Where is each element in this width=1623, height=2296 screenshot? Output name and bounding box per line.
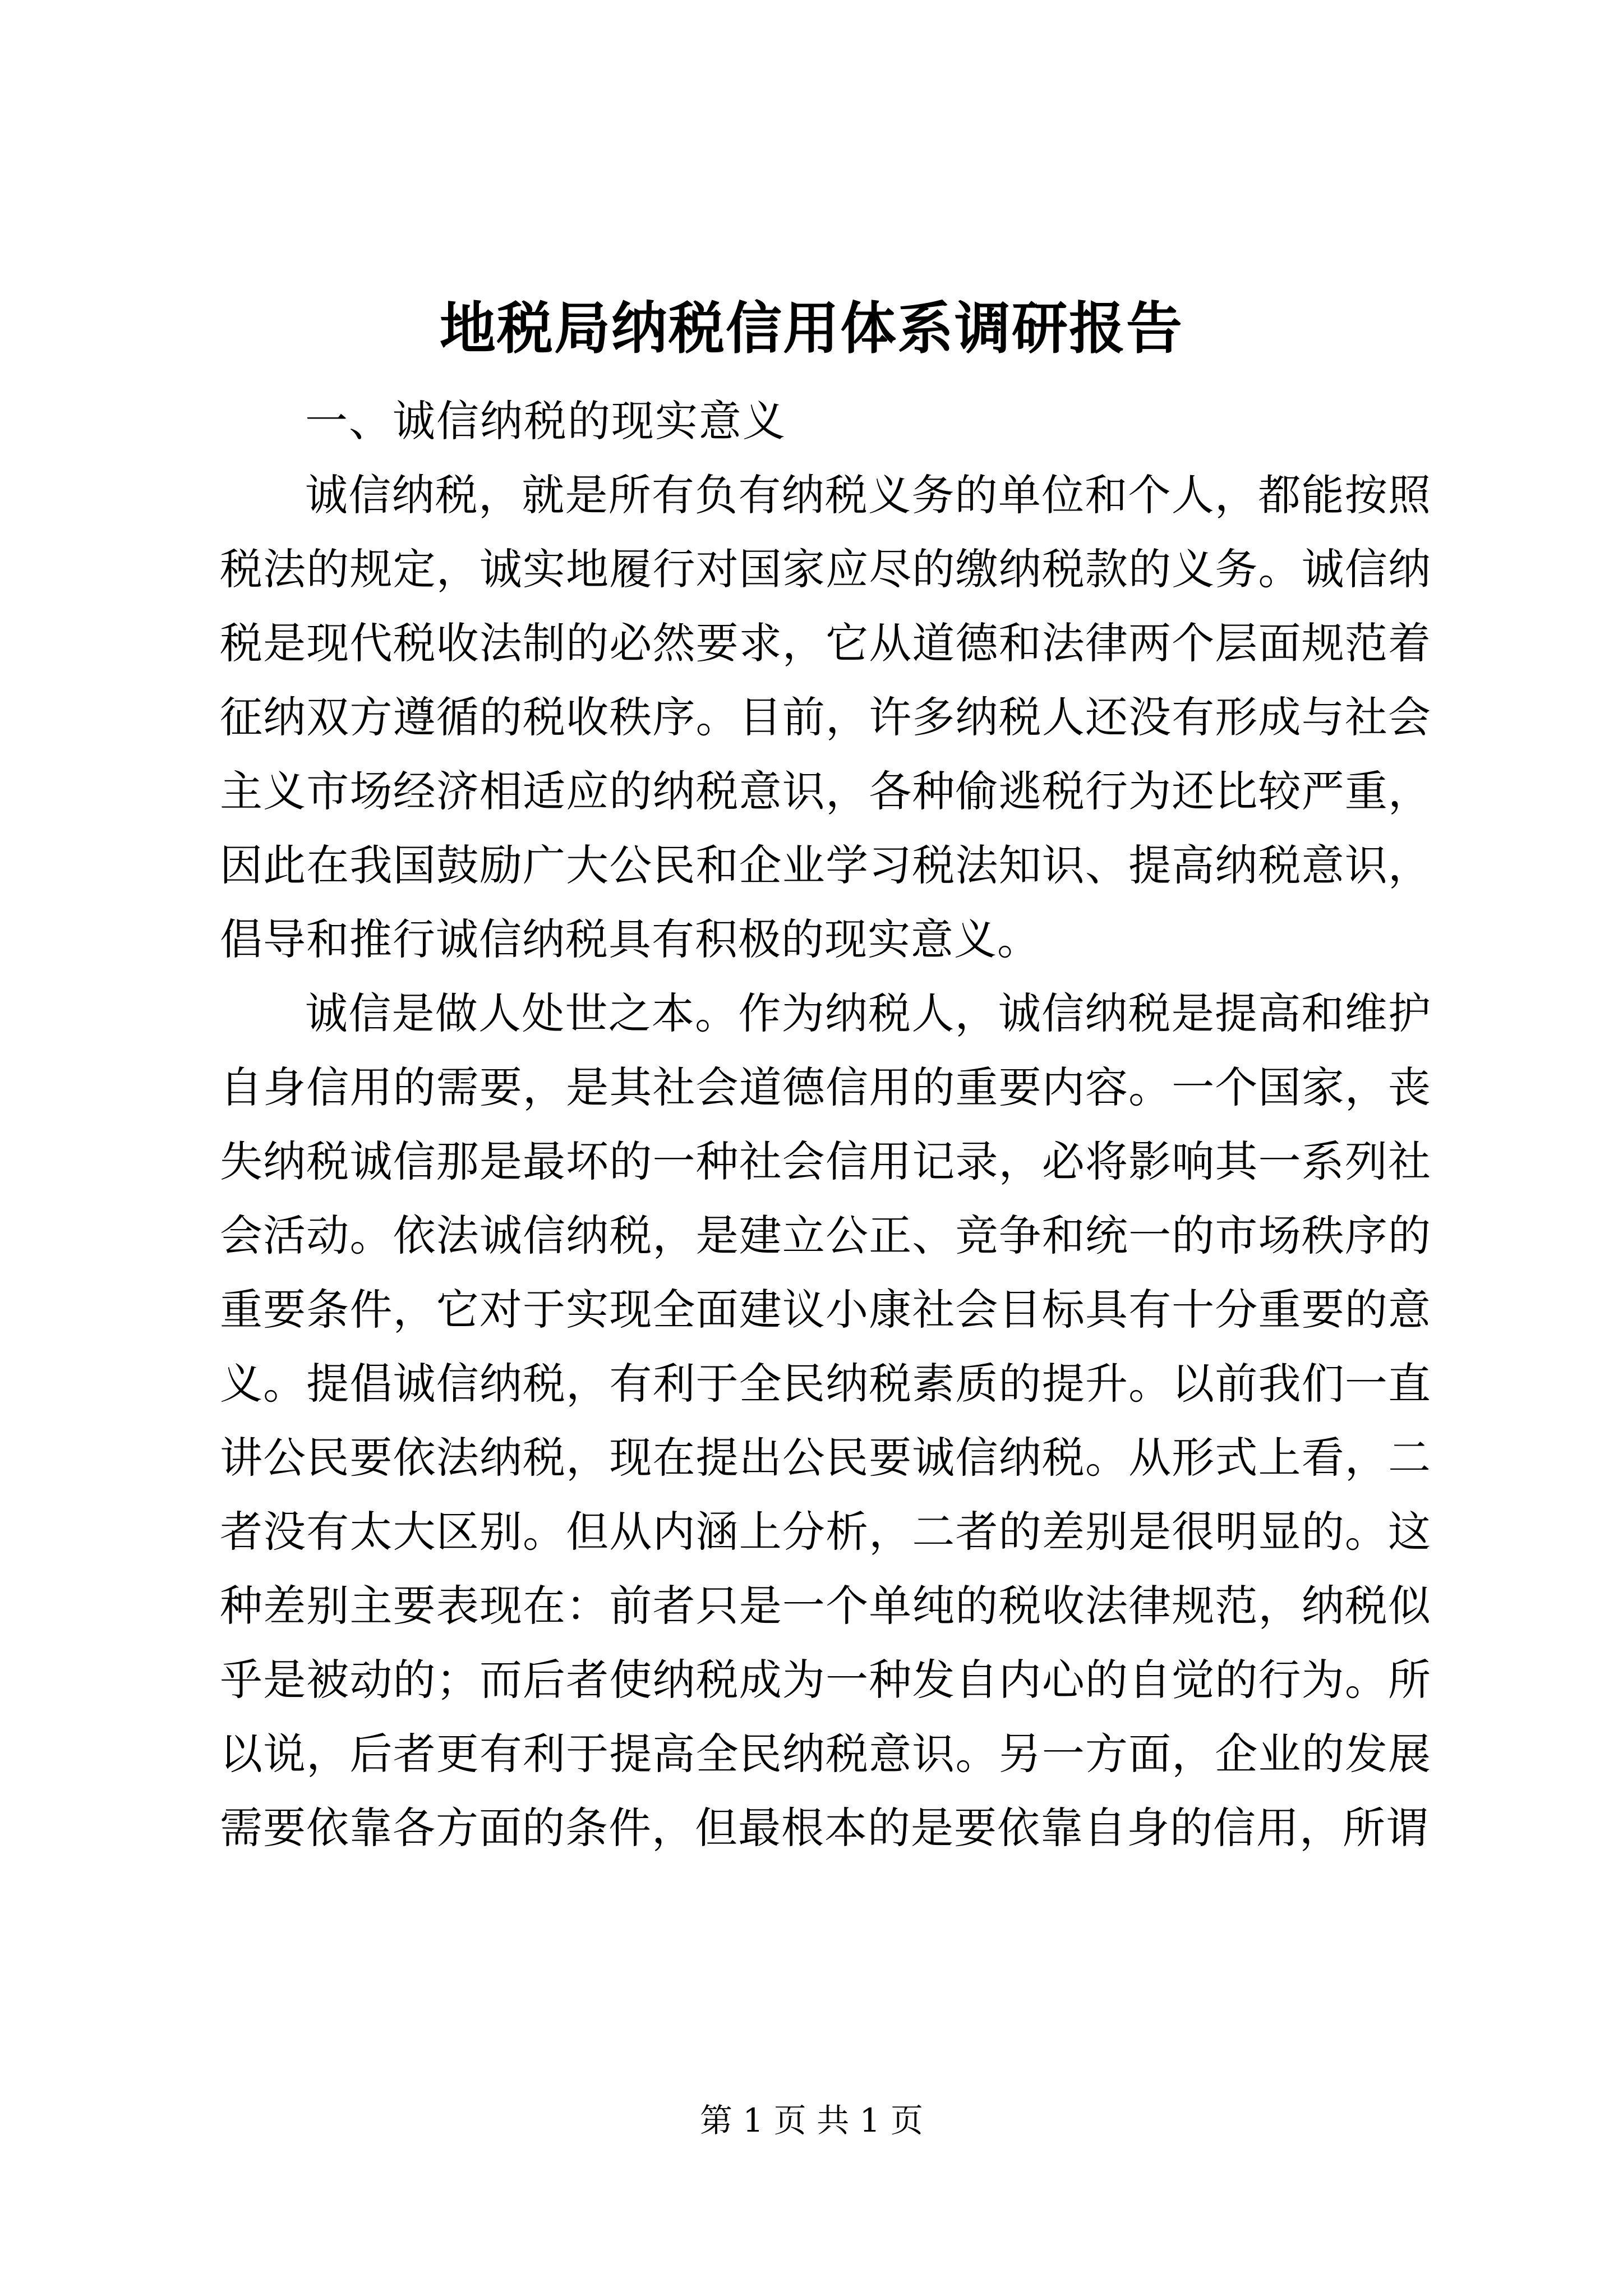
document-body <box>220 384 1431 1865</box>
section-heading: 一、诚信纳税的现实意义 <box>305 396 786 446</box>
paragraph-2: 诚信是做人处世之本。作为纳税人，诚信纳税是提高和维护自身信用的需要，是其社会道德信用的重要内容。一个国家，丧失纳税诚信那是最坏的一种社会信用记录，必将影响其一系列社会活动。依法诚信纳税，是建立公正、竞争和统一的市场秩序的重要条件，它对于实现全面建议小康社会目标具有十分重要的意义。提倡诚信纳税，有利于全民纳税素质的提升。以前我们一直讲公民要依法纳税，现在提出公民要诚信纳税。从形式上看，二者没有太大区别。但从内涵上分析，二者的差别是很明显的。这种差别主要表现在：前者只是一个单纯的税收法律规范，纳税似乎是被动的；而后者使纳税成为一种发自内心的自觉的行为。所以说，后者更有利于提高全民纳税意识。另一方面，企业的发展需要依靠各方面的条件，但最根本的是要依靠自身的信用，所谓 <box>220 988 1431 1853</box>
page-indicator: 第 1 页 共 1 页 <box>700 2101 923 2139</box>
document-title: 地税局纳税信用体系调研报告 <box>440 295 1183 361</box>
paragraph-1: 诚信纳税，就是所有负有纳税义务的单位和个人，都能按照税法的规定，诚实地履行对国家应尽的缴纳税款的义务。诚信纳税是现代税收法制的必然要求，它从道德和法律两个层面规范着征纳双方遵循的税收秩序。目前，许多纳税人还没有形成与社会主义市场经济相适应的纳税意识，各种偷逃税行为还比较严重，因此在我国鼓励广大公民和企业学习税法知识、提高纳税意识，倡导和推行诚信纳税具有积极的现实意义。 <box>220 470 1431 964</box>
page-footer <box>0 2098 1623 2143</box>
